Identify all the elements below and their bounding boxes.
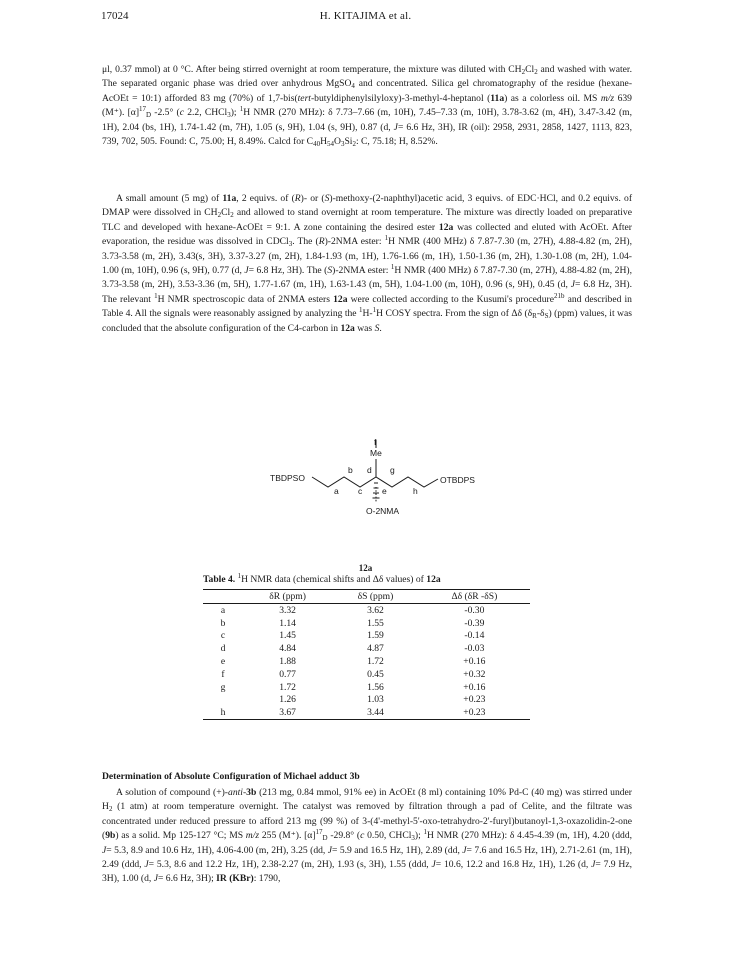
position-f: f — [374, 437, 377, 447]
table-cell: +0.16 — [463, 656, 486, 668]
page-number: 17024 — [101, 10, 129, 22]
position-e: e — [382, 486, 387, 496]
experimental-paragraph-9b: A solution of compound (+)-anti-3b (213 mg, 0.84 mmol, 91% ee) in AcOEt (8 ml) containing 10% Pd-C (40 mg) was stirred under $H_2$ (1 atm) at room temperature overnight. The catalyst was removed by filtration through a pad of Celite, and the filtrate was concentrated under reduced pressure to afford 213 mg (99 %) of 3-(4'-methyl-5'-oxo-tetrahydro-2'-furyl)butanoyl-1,3-oxazolidin-2-one (9b) as a solid. Mp 125-127 °C; MS m/z 255 (M⁺). $[\alpha]^{17}_D$ -29.8° (c 0.50, CHCl$_3$); $^1$H NMR (270 MHz): δ 4.45-4.39 (m, 1H), 4.20 (ddd, J= 5.3, 8.9 and 10.6 Hz, 1H), 4.06-4.00 (m, 2H), 3.25 (dd, J= 5.9 and 16.5 Hz, 1H), 2.89 (dd, J= 7.6 and 16.5 Hz, 1H), 2.71-2.61 (m, 1H), 2.49 (ddd, J= 5.3, 8.6 and 12.2 Hz, 1H), 2.38-2.27 (m, 2H), 1.93 (s, 3H), 1.55 (ddd, J= 10.6, 12.2 and 16.8 Hz, 1H), 1.26 (d, J= 7.9 Hz, 3H), 1.00 (d, J= 6.6 Hz, 3H); IR (KBr): 1790, — [102, 787, 633, 885]
table-cell: 3.32 — [279, 604, 296, 616]
methyl-label: Me — [370, 448, 382, 458]
table-cell: -0.30 — [464, 604, 485, 616]
table-cell: 4.84 — [279, 643, 296, 655]
position-b: b — [348, 465, 353, 475]
table-cell: 1.59 — [367, 630, 384, 642]
table-cell — [203, 694, 243, 707]
left-silyl-group: TBDPSO — [270, 473, 305, 483]
table-header: δS (ppm) — [332, 590, 419, 604]
table-row — [203, 642, 530, 655]
position-d: d — [367, 465, 372, 475]
table-header — [203, 590, 243, 604]
table-cell: d — [220, 643, 226, 655]
experimental-paragraph-2nma: A small amount (5 mg) of 11a, 2 equivs. of (R)- or (S)-methoxy-(2-naphthyl)acetic acid, 3 equivs. of EDC·HCl, and 0.2 equivs. of DMAP were dissolved in $CH_2Cl_2$ and allowed to stand overnight at room temperature. The mixture was directly loaded on preparative TLC and developed with hexane-AcOEt = 9:1. A zone containing the desired ester 12a was collected and eluted with AcOEt. After evaporation, the residue was dissolved in CDCl$_3$. The (R)-2NMA ester: $^1$H NMR (400 MHz) δ 7.87-7.30 (m, 27H), 4.88-4.82 (m, 2H), 3.73-3.58 (m, 2H), 3.43(s, 3H), 3.37-3.27 (m, 2H), 1.84-1.93 (m, 1H), 1.76-1.66 (m, 1H), 1.50-1.36 (m, 2H), 1.30-1.08 (m, 2H), 1.04-1.00 (m, 10H), 0.96 (s, 9H), 0.77 (d, J= 6.8 Hz, 3H). The (S)-2NMA ester: $^1$H NMR (400 MHz) δ 7.87-7.30 (m, 27H), 4.88-4.82 (m, 2H), 3.73-3.58 (m, 2H), 3.53-3.36 (m, 5H), 1.77-1.67 (m, 1H), 1.63-1.43 (m, 5H), 1.04-1.00 (m, 10H), 0.96 (s, 9H), 0.45 (d, J= 6.8 Hz, 3H). The relevant $^1$H NMR spectroscopic data of 2NMA esters 12a were collected according to the Kusumi's procedure$^{21b}$ and described in Table 4. All the signals were reasonably assigned by analyzing the $^1$H-$^1$H COSY spectra. From the sign of Δδ $(\delta_R-\delta_S)$ (ppm) values, it was concluded that the absolute configuration of the C4-carbon in 12a was S. — [102, 193, 633, 334]
nmr-data-table — [203, 589, 530, 720]
table-cell: g — [220, 681, 226, 693]
position-c: c — [358, 486, 363, 496]
table-row — [203, 630, 530, 643]
table-cell: b — [220, 617, 226, 629]
table-row — [203, 668, 530, 681]
table-row — [203, 655, 530, 668]
ester-label: O-2NMA — [366, 506, 400, 516]
running-head: H. KITAJIMA et al. — [319, 10, 412, 22]
experimental-paragraph-11a: μl, 0.37 mmol) at 0 °C. After being stirred overnight at room temperature, the mixture was diluted with $CH_2Cl_2$ and washed with water. The separated organic phase was dried over anhydrous MgSO$_4$ and concentrated. Silica gel chromatography of the residue (hexane-AcOEt = 10:1) afforded 83 mg (70%) of 1,7-bis(tert-butyldiphenylsilyloxy)-3-methyl-4-heptanol (11a) as a colorless oil. MS m/z 639 (M⁺). $[\alpha]^{17}_D$ -2.5° (c 2.2, CHCl$_3$); $^1$H NMR (270 MHz): δ 7.73–7.66 (m, 10H), 7.45–7.33 (m, 10H), 3.78-3.62 (m, 4H), 3.47-3.42 (m, 1H), 2.04 (bs, 1H), 1.74-1.42 (m, 7H), 1.05 (s, 9H), 1.04 (s, 9H), 0.87 (d, J= 6.6 Hz, 3H), IR (oil): 2958, 2931, 2858, 1427, 1113, 823, 739, 702, 505. Found: C, 75.00; H, 8.49%. Calcd for $C_{40}H_{54}O_3Si_2$: C, 75.18; H, 8.52%. — [102, 64, 633, 149]
table-cell: +0.23 — [419, 706, 530, 719]
table-cell: 0.77 — [279, 668, 296, 680]
table-cell: 1.56 — [367, 681, 384, 693]
table-cell: 3.44 — [332, 706, 419, 719]
table-cell: h — [203, 706, 243, 719]
table-cell: 1.26 — [279, 694, 296, 706]
table-cell: 3.62 — [367, 604, 384, 616]
page-header — [0, 10, 731, 30]
table-cell: 1.45 — [279, 630, 296, 642]
table-cell: -0.39 — [464, 617, 485, 629]
table-cell: 1.72 — [279, 681, 296, 693]
section-heading: Determination of Absolute Configuration of Michael adduct 3b — [102, 771, 360, 782]
position-g: g — [390, 465, 395, 475]
table-cell: 1.14 — [279, 617, 296, 629]
table-cell: +0.32 — [463, 668, 486, 680]
position-h: h — [413, 486, 418, 496]
table-cell: 1.72 — [367, 656, 384, 668]
table-cell: +0.23 — [463, 694, 486, 706]
structure-12a — [270, 437, 480, 555]
table-row — [203, 617, 530, 630]
table-header: Δδ (δR -δS) — [419, 590, 530, 604]
table-cell: +0.16 — [463, 681, 486, 693]
table-caption: Table 4. $^1$H NMR data (chemical shifts and Δδ values) of 12a — [203, 572, 441, 585]
table-cell: 1.55 — [367, 617, 384, 629]
table-cell: -0.03 — [464, 643, 485, 655]
table-cell: 4.87 — [367, 643, 384, 655]
table-cell: -0.14 — [464, 630, 485, 642]
table-cell: 1.03 — [367, 694, 384, 706]
table-cell: 0.45 — [367, 668, 384, 680]
table-row — [203, 681, 530, 694]
table-cell: 1.88 — [279, 656, 296, 668]
table-cell: a — [220, 604, 226, 616]
table-cell: e — [220, 656, 226, 668]
compound-label: 12a — [358, 563, 373, 573]
table-header-row — [203, 590, 530, 604]
table-cell: c — [220, 630, 226, 642]
position-a: a — [334, 486, 339, 496]
table-row — [203, 604, 530, 617]
table-cell: f — [221, 668, 225, 680]
table-row — [203, 694, 530, 707]
right-silyl-group: OTBDPS — [440, 475, 475, 485]
table-row — [203, 706, 530, 719]
table-header: δR (ppm) — [243, 590, 332, 604]
table-cell: 3.67 — [243, 706, 332, 719]
